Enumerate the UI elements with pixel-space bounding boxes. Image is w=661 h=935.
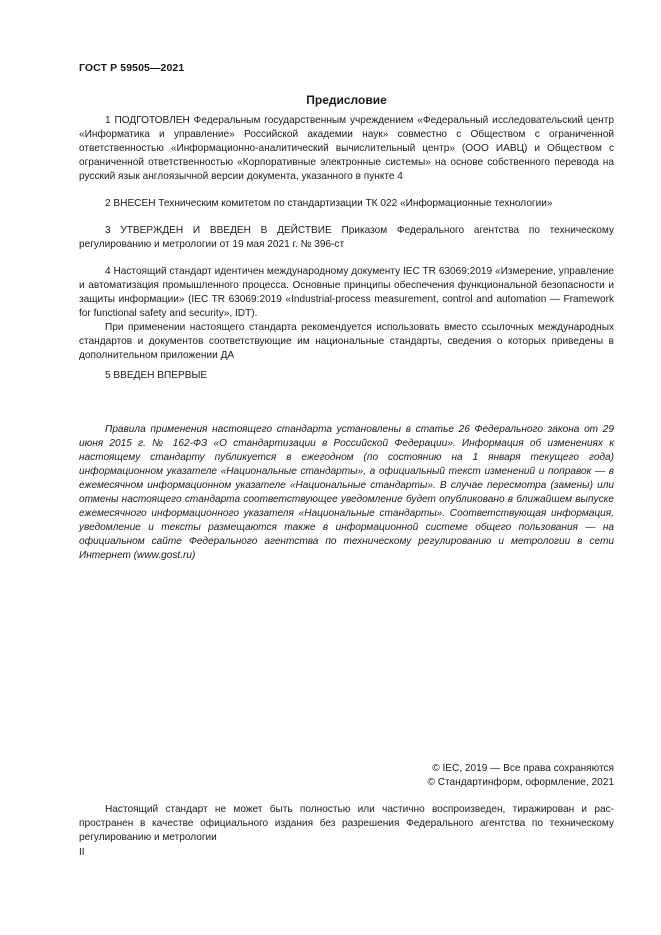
paragraph-introduced: 5 ВВЕДЕН ВПЕРВЫЕ (105, 370, 208, 381)
paragraph-submitted: 2 ВНЕСЕН Техническим комитетом по стандартизации ТК 022 «Информационные технологии» (105, 198, 553, 209)
page-number: II (79, 847, 85, 858)
reproduction-notice: Настоящий стандарт не может быть полностью или частично воспроизведен, тиражирован и распространен в качестве официального издания без разрешения Федерального агентства по техническому регулированию и метрологии (79, 804, 614, 843)
copyright-standartinform: © Стандартинформ, оформление, 2021 (427, 777, 614, 788)
copyright-iec: © IEC, 2019 — Все права сохраняются (432, 763, 614, 774)
paragraph-prepared: 1 ПОДГОТОВЛЕН Федеральным государственным учреждением «Федеральный исследовательский центр «Информатика и управление» Российской академии наук» совместно с Обществом с ограниченной ответственностью «Информационно-аналитический вычислительный центр» (ООО ИАВЦ) и Обществом с ограниченной ответственностью «Корпоративные электронные системы» на основе собственного перевода на русский язык англоязычной версии документа, указанного в пункте 4 (79, 115, 614, 182)
paragraph-identical: 4 Настоящий стандарт идентичен международному документу IEC TR 63069:2019 «Измерение, управление и автоматизация промышленного процесса. Основные принципы обеспечения функциональной безопасности и защиты информации» (IEC TR 63069:2019 «Industrial-process measurement, control and automation — Framework for functional safety and security», IDT). (79, 266, 614, 319)
paragraph-approved: 3 УТВЕРЖДЕН И ВВЕДЕН В ДЕЙСТВИЕ Приказом Федерального агентства по техническому регулированию и метрологии от 19 мая 2021 г. № 396-ст (79, 225, 614, 250)
standard-code: ГОСТ Р 59505—2021 (79, 62, 185, 74)
rules-note: Правила применения настоящего стандарта установлены в статье 26 Федерального закона от 29 июня 2015 г. № 162-ФЗ «О стандартизации в Российской Федерации». Информация об изменениях к настоящему стандарту публикуется в ежегодном (по состоянию на 1 января текущего года) информационном указателе «Национальные стандарты», а официальный текст изменений и поправок — в ежемесячном информационном указателе «Национальные стандарты». В случае пересмотра (замены) или отмены настоящего стандарта соответствующее уведомление будет опубликовано в ближайшем выпуске ежемесячного информационного указателя «Национальные стандарты». Соответствующая информация, уведомление и тексты размещаются также в информационной системе общего пользования — на официальном сайте Федерального агентства по техническому регулированию и метрологии в сети Интернет (www.gost.ru) (79, 424, 614, 561)
page-title: Предисловие (306, 93, 387, 107)
paragraph-application: При применении настоящего стандарта рекомендуется использовать вместо ссылочных международных стандартов и документов соответствующие им национальные стандарты, сведения о которых приведены в дополнительном приложении ДА (79, 322, 614, 361)
